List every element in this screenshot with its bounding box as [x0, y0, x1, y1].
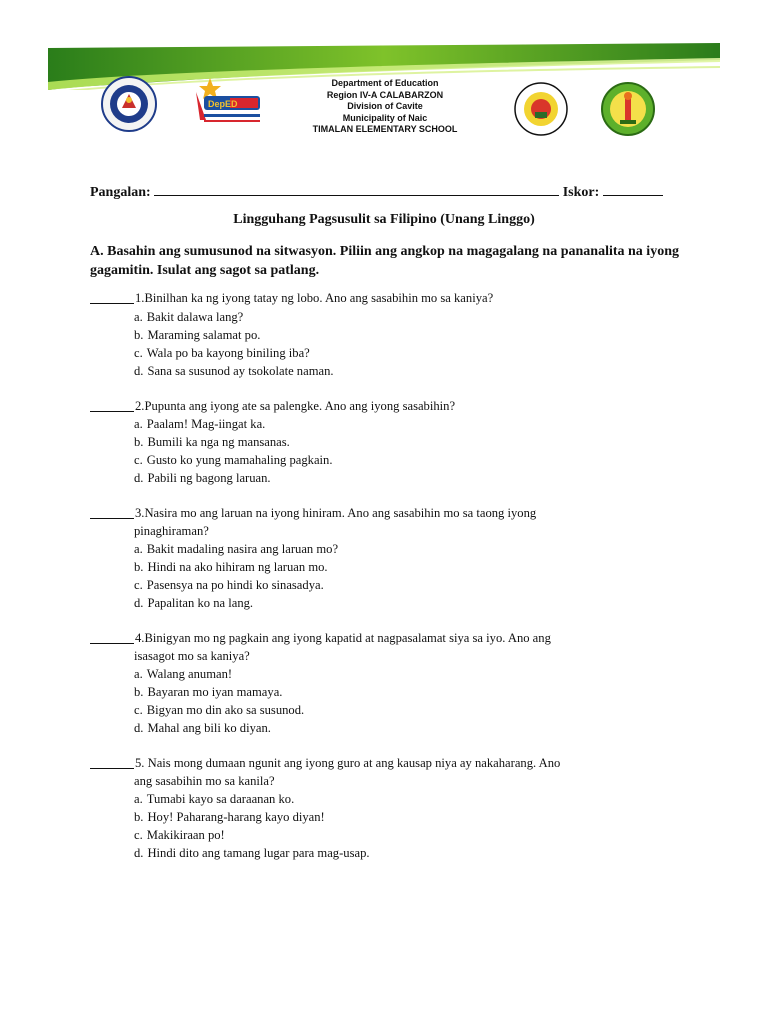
choice-a: a. Paalam! Mag-iingat ka. — [134, 417, 266, 431]
question-list — [90, 290, 670, 880]
division-name: Division of Cavite — [347, 101, 423, 111]
school-name: TIMALAN ELEMENTARY SCHOOL — [312, 124, 458, 134]
choice-b: b. Maraming salamat po. — [134, 327, 261, 342]
instructions: A. Basahin ang sumusunod na sitwasyon. Piliin ang angkop na magagalang na pananalita na iyong gagamitin. Isulat ang sagot sa patlang. — [90, 244, 679, 278]
municipality-name: Municipality of Naic — [342, 112, 428, 123]
answer-blank[interactable] — [90, 290, 134, 304]
choice-d: d. Mahal ang bili ko diyan. — [134, 721, 271, 735]
question-text: 1.Binilhan ka ng iyong tatay ng lobo. Ano ang sasabihin mo sa kaniya? — [135, 291, 494, 305]
svg-text:DepED: DepED — [208, 99, 238, 109]
answer-blank[interactable] — [90, 755, 134, 769]
score-label: Iskor: — [562, 185, 600, 200]
score-blank[interactable] — [603, 183, 663, 196]
answer-blank[interactable] — [90, 398, 134, 412]
choice-d: d. Pabili ng bagong laruan. — [134, 471, 271, 485]
question-1 — [90, 290, 670, 380]
choice-list — [90, 415, 670, 487]
quiz-title: Lingguhang Pagsusulit sa Filipino (Unang Linggo) — [233, 212, 535, 227]
choice-b: b. Hindi na ako hihiram ng laruan mo. — [134, 560, 328, 574]
deped-naic-logo-icon — [190, 74, 266, 130]
choice-list — [90, 540, 670, 612]
choice-list — [90, 308, 670, 380]
choice-d: d. Sana sa susunod ay tsokolate naman. — [134, 363, 334, 378]
question-text: 5. Nais mong dumaan ngunit ang iyong guro at ang kausap niya ay nakaharang. Ano — [135, 756, 561, 770]
question-4 — [90, 630, 670, 737]
name-blank[interactable] — [154, 183, 559, 196]
question-text-continuation: isasagot mo sa kaniya? — [134, 648, 250, 663]
question-text: 4.Binigyan mo ng pagkain ang iyong kapatid at nagpasalamat siya sa iyo. Ano ang — [135, 631, 551, 645]
question-text: 2.Pupunta ang iyong ate sa palengke. Ano ang iyong sasabihin? — [135, 398, 456, 413]
region-name: Region IV-A CALABARZON — [326, 89, 444, 100]
question-text-continuation: pinaghiraman? — [134, 523, 209, 538]
choice-d: d. Hindi dito ang tamang lugar para mag-usap. — [134, 846, 370, 860]
question-text-continuation: ang sasabihin mo sa kanila? — [134, 773, 275, 788]
choice-c: c. Bigyan mo din ako sa susunod. — [134, 703, 305, 717]
name-label: Pangalan: — [90, 185, 151, 200]
choice-a: a. Bakit dalawa lang? — [134, 309, 244, 324]
choice-list — [90, 790, 670, 862]
choice-c: c. Pasensya na po hindi ko sinasadya. — [134, 578, 324, 592]
deped-header-text — [290, 78, 480, 136]
school-seal-icon — [512, 82, 570, 136]
choice-c: c. Makikiraan po! — [134, 828, 225, 842]
question-5 — [90, 755, 670, 862]
choice-b: b. Bumili ka nga ng mansanas. — [134, 435, 290, 449]
choice-b: b. Hoy! Paharang-harang kayo diyan! — [134, 810, 325, 824]
answer-blank[interactable] — [90, 630, 134, 644]
choice-d: d. Papalitan ko na lang. — [134, 596, 254, 610]
name-score-line — [90, 183, 675, 201]
choice-list — [90, 665, 670, 737]
answer-blank[interactable] — [90, 505, 134, 519]
department-name: Department of Education — [331, 78, 439, 88]
choice-a: a. Bakit madaling nasira ang laruan mo? — [134, 542, 339, 556]
choice-a: a. Tumabi kayo sa daraanan ko. — [134, 792, 295, 806]
choice-c: c. Wala po ba kayong biniling iba? — [134, 345, 310, 360]
question-text: 3.Nasira mo ang laruan na iyong hiniram. Ano ang sasabihin mo sa taong iyong — [135, 506, 537, 520]
choice-a: a. Walang anuman! — [134, 667, 233, 681]
question-2 — [90, 398, 670, 488]
choice-b: b. Bayaran mo iyan mamaya. — [134, 685, 283, 699]
timalan-seal-icon — [598, 82, 658, 136]
question-3 — [90, 505, 670, 612]
deped-seal-icon — [100, 76, 158, 132]
choice-c: c. Gusto ko yung mamahaling pagkain. — [134, 453, 333, 467]
